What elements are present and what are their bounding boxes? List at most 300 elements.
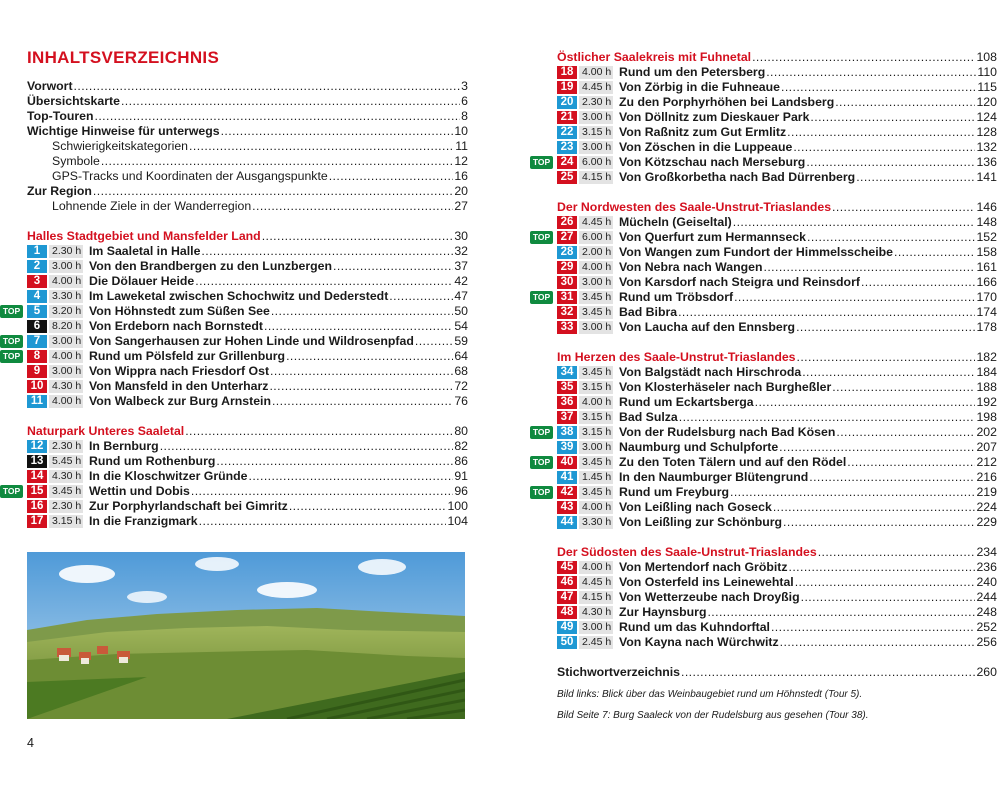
tour-entry[interactable] <box>27 514 468 529</box>
leader-dots <box>832 380 975 395</box>
tour-entry[interactable] <box>557 80 997 95</box>
tour-number-badge: 46 <box>557 576 577 589</box>
tour-page: 32 <box>454 244 468 258</box>
tour-entry[interactable] <box>27 274 468 289</box>
tour-title: Rund um Tröbsdorf <box>619 290 734 304</box>
tour-title: Von Laucha auf den Ennsberg <box>619 320 796 334</box>
tour-page: 72 <box>454 379 468 393</box>
leader-dots <box>272 394 453 409</box>
tour-number-badge: 11 <box>27 395 47 408</box>
leader-dots <box>679 410 976 425</box>
tour-number-badge: 24 <box>557 156 577 169</box>
tour-page: 184 <box>976 365 997 379</box>
tour-page: 136 <box>976 155 997 169</box>
tour-duration: 5.45 h <box>49 455 83 468</box>
tour-entry[interactable] <box>557 575 997 590</box>
entry-page: 27 <box>454 199 468 213</box>
tour-number-badge: 31 <box>557 291 577 304</box>
tour-number-badge: 32 <box>557 306 577 319</box>
tour-page: 100 <box>447 499 468 513</box>
front-matter-entry[interactable] <box>27 124 468 139</box>
leader-dots <box>894 245 975 260</box>
tour-duration: 1.45 h <box>579 471 613 484</box>
tour-title: In die Kloschwitzer Gründe <box>89 469 248 483</box>
tour-entry[interactable] <box>557 245 997 260</box>
entry-page: 10 <box>454 124 468 138</box>
tour-duration: 4.30 h <box>49 380 83 393</box>
tour-title: In die Franzigmark <box>89 514 198 528</box>
tour-entry[interactable] <box>557 410 997 425</box>
tour-title: Zu den Toten Tälern und auf den Rödel <box>619 455 847 469</box>
entry-page: 11 <box>455 139 468 153</box>
tour-page: 115 <box>977 80 997 94</box>
leader-dots <box>802 365 975 380</box>
entry-label: Naturpark Unteres Saaletal <box>27 424 185 438</box>
tour-number-badge: 34 <box>557 366 577 379</box>
tour-duration: 3.00 h <box>49 335 83 348</box>
entry-label: Vorwort <box>27 79 73 93</box>
tour-page: 248 <box>976 605 997 619</box>
tour-number-badge: 37 <box>557 411 577 424</box>
tour-entry[interactable] <box>557 440 997 455</box>
leader-dots <box>201 244 453 259</box>
entry-page: 234 <box>976 545 997 559</box>
entry-label: Der Nordwesten des Saale-Unstrut-Triaslandes <box>557 200 832 214</box>
leader-dots <box>195 274 453 289</box>
tour-duration: 3.30 h <box>49 290 83 303</box>
leader-dots <box>733 215 976 230</box>
tour-number-badge: 17 <box>27 515 47 528</box>
tour-duration: 3.15 h <box>579 381 613 394</box>
tour-title: Rund um das Kuhndorftal <box>619 620 770 634</box>
leader-dots <box>191 484 453 499</box>
tour-page: 128 <box>976 125 997 139</box>
tour-duration: 2.30 h <box>49 440 83 453</box>
tour-entry[interactable] <box>557 635 997 650</box>
tour-number-badge: 35 <box>557 381 577 394</box>
tour-number-badge: 48 <box>557 606 577 619</box>
leader-dots <box>832 200 975 215</box>
tour-entry[interactable] <box>557 95 997 110</box>
front-matter-entry[interactable] <box>27 154 468 169</box>
tour-title: In Bernburg <box>89 439 159 453</box>
tour-entry[interactable] <box>557 275 997 290</box>
tour-entry[interactable] <box>557 110 997 125</box>
front-matter-entry[interactable] <box>27 184 468 199</box>
tour-title: Von Döllnitz zum Dieskauer Park <box>619 110 810 124</box>
tour-entry[interactable] <box>557 605 997 620</box>
leader-dots <box>333 259 453 274</box>
tour-duration: 3.00 h <box>579 111 613 124</box>
tour-duration: 8.20 h <box>49 320 83 333</box>
left-column <box>2 79 468 529</box>
leader-dots <box>781 80 976 95</box>
leader-dots <box>264 319 453 334</box>
tour-entry[interactable] <box>557 560 997 575</box>
tour-duration: 3.15 h <box>579 411 613 424</box>
tour-duration: 4.00 h <box>579 396 613 409</box>
tour-number-badge: 1 <box>27 245 47 258</box>
front-matter-list <box>27 79 468 214</box>
entry-page: 182 <box>976 350 997 364</box>
tour-duration: 3.00 h <box>579 141 613 154</box>
tour-title: Rund um Rothenburg <box>89 454 216 468</box>
tour-entry[interactable] <box>532 230 997 245</box>
tour-entry[interactable] <box>27 394 468 409</box>
tour-number-badge: 29 <box>557 261 577 274</box>
section-oestlicher-saalekreis <box>532 50 997 185</box>
top-tour-badge: TOP <box>530 426 553 439</box>
tour-entry[interactable] <box>2 304 468 319</box>
top-tour-badge: TOP <box>0 350 23 363</box>
tour-title: Von Wetterzeube nach Droyßig <box>619 590 800 604</box>
section-heading[interactable] <box>557 50 997 65</box>
tour-duration: 2.30 h <box>49 245 83 258</box>
tour-page: 202 <box>976 425 997 439</box>
tour-number-badge: 45 <box>557 561 577 574</box>
section-nordwesten <box>532 200 997 335</box>
leader-dots <box>752 50 975 65</box>
tour-duration: 3.45 h <box>579 306 613 319</box>
leader-dots <box>734 290 975 305</box>
tour-entry[interactable] <box>2 484 468 499</box>
leader-dots <box>160 439 454 454</box>
tour-title: Von Mansfeld in den Unterharz <box>89 379 269 393</box>
tour-duration: 4.45 h <box>579 81 613 94</box>
tour-title: Rund um Freyburg <box>619 485 729 499</box>
tour-duration: 4.45 h <box>579 576 613 589</box>
page-number-left: 4 <box>27 736 34 750</box>
tour-number-badge: 25 <box>557 171 577 184</box>
tour-title: Zur Porphyrlandschaft bei Gimritz <box>89 499 288 513</box>
tour-duration: 3.45 h <box>579 486 613 499</box>
tour-entry[interactable] <box>557 170 997 185</box>
tour-page: 42 <box>454 274 468 288</box>
tour-entry[interactable] <box>557 590 997 605</box>
tour-page: 47 <box>454 289 468 303</box>
leader-dots <box>801 590 976 605</box>
tour-duration: 4.00 h <box>49 395 83 408</box>
tour-title: Naumburg und Schulpforte <box>619 440 779 454</box>
tour-title: Von Wippra nach Friesdorf Ost <box>89 364 270 378</box>
tour-page: 148 <box>976 215 997 229</box>
tour-entry[interactable] <box>2 334 468 349</box>
leader-dots <box>74 79 461 94</box>
section-halle <box>2 229 468 409</box>
tour-title: Rund um den Petersberg <box>619 65 766 79</box>
tour-title: Von Kayna nach Würchwitz <box>619 635 779 649</box>
leader-dots <box>766 65 976 80</box>
entry-page: 12 <box>454 154 468 168</box>
tour-number-badge: 7 <box>27 335 47 348</box>
tour-page: 166 <box>976 275 997 289</box>
tour-title: Von Walbeck zur Burg Arnstein <box>89 394 271 408</box>
section-heading[interactable] <box>557 545 997 560</box>
tour-title: Von Klosterhäseler nach Burgheßler <box>619 380 832 394</box>
tour-number-badge: 19 <box>557 81 577 94</box>
tour-page: 216 <box>976 470 997 484</box>
tour-title: Zu den Porphyrhöhen bei Landsberg <box>619 95 835 109</box>
tour-entry[interactable] <box>557 125 997 140</box>
tour-number-badge: 20 <box>557 96 577 109</box>
vineyard-photo <box>27 552 465 719</box>
leader-dots <box>793 140 975 155</box>
top-tour-badge: TOP <box>530 291 553 304</box>
leader-dots <box>835 95 975 110</box>
tour-page: 68 <box>454 364 468 378</box>
tour-entry[interactable] <box>557 380 997 395</box>
leader-dots <box>678 305 975 320</box>
tour-entry[interactable] <box>532 290 997 305</box>
tour-duration: 4.00 h <box>579 261 613 274</box>
leader-dots <box>252 199 453 214</box>
section-heading[interactable] <box>27 229 468 244</box>
tour-number-badge: 30 <box>557 276 577 289</box>
tour-entry[interactable] <box>557 470 997 485</box>
tour-title: Von Kötzschau nach Merseburg <box>619 155 806 169</box>
leader-dots <box>730 485 975 500</box>
tour-title: Von Osterfeld ins Leinewehtal <box>619 575 794 589</box>
tour-page: 96 <box>454 484 468 498</box>
tour-duration: 6.00 h <box>579 231 613 244</box>
section-heading[interactable] <box>557 200 997 215</box>
tour-duration: 3.45 h <box>579 456 613 469</box>
tour-entry[interactable] <box>557 395 997 410</box>
leader-dots <box>780 635 976 650</box>
front-matter-entry[interactable] <box>27 79 468 94</box>
tour-page: 170 <box>976 290 997 304</box>
top-tour-badge: TOP <box>530 156 553 169</box>
front-matter-entry[interactable] <box>27 109 468 124</box>
tour-page: 244 <box>976 590 997 604</box>
tour-number-badge: 49 <box>557 621 577 634</box>
tour-page: 174 <box>976 305 997 319</box>
tour-duration: 3.45 h <box>579 291 613 304</box>
entry-page: 80 <box>454 424 468 438</box>
tour-entry[interactable] <box>27 454 468 469</box>
leader-dots <box>389 289 453 304</box>
front-matter-entry[interactable] <box>27 139 468 154</box>
tour-title: Von Raßnitz zum Gut Ermlitz <box>619 125 787 139</box>
tour-title: Von Karsdorf nach Steigra und Reinsdorf <box>619 275 860 289</box>
leader-dots <box>797 350 976 365</box>
tour-duration: 2.00 h <box>579 246 613 259</box>
top-tour-badge: TOP <box>530 486 553 499</box>
tour-title: Bad Sulza <box>619 410 678 424</box>
tour-number-badge: 39 <box>557 441 577 454</box>
tour-number-badge: 43 <box>557 501 577 514</box>
section-suedosten <box>557 545 997 650</box>
tour-duration: 3.00 h <box>579 276 613 289</box>
tour-page: 54 <box>454 319 468 333</box>
tour-page: 86 <box>454 454 468 468</box>
tour-entry[interactable] <box>557 140 997 155</box>
top-tour-badge: TOP <box>530 456 553 469</box>
leader-dots <box>216 454 453 469</box>
tour-duration: 3.45 h <box>579 366 613 379</box>
tour-number-badge: 47 <box>557 591 577 604</box>
tour-page: 224 <box>976 500 997 514</box>
tour-title: Von Leißling nach Goseck <box>619 500 772 514</box>
tour-entry[interactable] <box>557 500 997 515</box>
tour-page: 240 <box>976 575 997 589</box>
leader-dots <box>262 229 454 244</box>
tour-entry[interactable] <box>27 499 468 514</box>
leader-dots <box>269 379 453 394</box>
leader-dots <box>93 184 453 199</box>
tour-entry[interactable] <box>532 485 997 500</box>
leader-dots <box>199 514 447 529</box>
section-heading[interactable] <box>27 424 468 439</box>
tour-entry[interactable] <box>557 305 997 320</box>
leader-dots <box>795 575 976 590</box>
front-matter-entry[interactable] <box>27 199 468 214</box>
tour-entry[interactable] <box>27 289 468 304</box>
tour-number-badge: 8 <box>27 350 47 363</box>
entry-page: 20 <box>454 184 468 198</box>
leader-dots <box>796 320 975 335</box>
leader-dots <box>836 425 975 440</box>
tour-title: Von Höhnstedt zum Süßen See <box>89 304 270 318</box>
tour-entry[interactable] <box>27 244 468 259</box>
tour-entry[interactable] <box>557 260 997 275</box>
tour-title: Von der Rudelsburg nach Bad Kösen <box>619 425 836 439</box>
tour-duration: 4.00 h <box>49 350 83 363</box>
tour-duration: 4.15 h <box>579 171 613 184</box>
tour-title: Rund um Pölsfeld zur Grillenburg <box>89 349 286 363</box>
tour-number-badge: 13 <box>27 455 47 468</box>
tour-entry[interactable] <box>27 379 468 394</box>
leader-dots <box>707 605 975 620</box>
tour-entry[interactable] <box>27 259 468 274</box>
tour-duration: 3.45 h <box>49 485 83 498</box>
entry-page: 6 <box>461 94 468 108</box>
tour-page: 64 <box>454 349 468 363</box>
toc-title: INHALTSVERZEICHNIS <box>27 48 220 67</box>
tour-duration: 3.15 h <box>49 515 83 528</box>
tour-title: Von Zörbig in die Fuhneaue <box>619 80 780 94</box>
leader-dots <box>818 545 976 560</box>
leader-dots <box>856 170 975 185</box>
leader-dots <box>789 560 976 575</box>
entry-page: 146 <box>976 200 997 214</box>
tour-number-badge: 4 <box>27 290 47 303</box>
tour-title: Im Saaletal in Halle <box>89 244 201 258</box>
tour-title: Von Mertendorf nach Gröbitz <box>619 560 788 574</box>
tour-page: 198 <box>976 410 997 424</box>
tour-page: 212 <box>976 455 997 469</box>
tour-duration: 3.00 h <box>579 441 613 454</box>
leader-dots <box>271 304 453 319</box>
tour-page: 178 <box>976 320 997 334</box>
tour-entry[interactable] <box>557 320 997 335</box>
tour-entry[interactable] <box>557 65 997 80</box>
tour-title: Von Sangerhausen zur Hohen Linde und Wildrosenpfad <box>89 334 414 348</box>
tour-duration: 3.00 h <box>49 365 83 378</box>
leader-dots <box>329 169 454 184</box>
tour-number-badge: 26 <box>557 216 577 229</box>
leader-dots <box>779 440 975 455</box>
tour-entry[interactable] <box>532 455 997 470</box>
tour-page: 59 <box>454 334 468 348</box>
entry-label: Der Südosten des Saale-Unstrut-Triaslandes <box>557 545 817 559</box>
tour-number-badge: 27 <box>557 231 577 244</box>
leader-dots <box>755 395 976 410</box>
tour-entry[interactable] <box>557 365 997 380</box>
leader-dots <box>415 334 453 349</box>
tour-entry[interactable] <box>27 439 468 454</box>
top-tour-badge: TOP <box>0 305 23 318</box>
tour-duration: 4.00 h <box>579 501 613 514</box>
entry-label: Im Herzen des Saale-Unstrut-Triaslandes <box>557 350 796 364</box>
tour-duration: 4.15 h <box>579 591 613 604</box>
tour-entry[interactable] <box>532 425 997 440</box>
tour-page: 158 <box>976 245 997 259</box>
tour-entry[interactable] <box>2 349 468 364</box>
tour-page: 252 <box>976 620 997 634</box>
entry-page: 8 <box>461 109 468 123</box>
entry-label: Symbole <box>52 154 100 168</box>
tour-page: 219 <box>976 485 997 499</box>
tour-page: 124 <box>976 110 997 124</box>
tour-number-badge: 18 <box>557 66 577 79</box>
leader-dots <box>185 424 453 439</box>
tour-page: 229 <box>976 515 997 529</box>
tour-number-badge: 16 <box>27 500 47 513</box>
tour-duration: 2.30 h <box>49 500 83 513</box>
tour-title: Bad Bibra <box>619 305 678 319</box>
front-matter-entry[interactable] <box>27 94 468 109</box>
tour-duration: 3.20 h <box>49 305 83 318</box>
index-entry[interactable]: Stichwortverzeichnis . . . 260 <box>557 665 997 680</box>
tour-number-badge: 3 <box>27 275 47 288</box>
leader-dots <box>249 469 454 484</box>
tour-number-badge: 21 <box>557 111 577 124</box>
front-matter-entry[interactable] <box>27 169 468 184</box>
tour-duration: 3.15 h <box>579 426 613 439</box>
top-tour-badge: TOP <box>0 485 23 498</box>
tour-entry[interactable] <box>557 620 997 635</box>
tour-entry[interactable] <box>27 469 468 484</box>
tour-number-badge: 36 <box>557 396 577 409</box>
entry-label: Schwierigkeitskategorien <box>52 139 189 153</box>
section-unteres-saaletal <box>2 424 468 529</box>
tour-entry[interactable] <box>532 155 997 170</box>
leader-dots <box>847 455 975 470</box>
tour-number-badge: 23 <box>557 141 577 154</box>
entry-label: Östlicher Saalekreis mit Fuhnetal <box>557 50 752 64</box>
tour-entry[interactable] <box>557 215 997 230</box>
tour-title: Von Querfurt zum Hermannseck <box>619 230 806 244</box>
tour-entry[interactable] <box>557 515 997 530</box>
tour-page: 76 <box>454 394 468 408</box>
tour-title: Von Wangen zum Fundort der Himmelsscheibe <box>619 245 893 259</box>
tour-title: Von Leißling zur Schönburg <box>619 515 783 529</box>
tour-title: Die Dölauer Heide <box>89 274 195 288</box>
tour-duration: 3.15 h <box>579 126 613 139</box>
tour-page: 132 <box>976 140 997 154</box>
tour-title: Von Balgstädt nach Hirschroda <box>619 365 802 379</box>
tour-entry[interactable] <box>27 364 468 379</box>
top-tour-badge: TOP <box>530 231 553 244</box>
right-column <box>532 50 997 680</box>
tour-title: Von Nebra nach Wangen <box>619 260 763 274</box>
section-heading[interactable] <box>557 350 997 365</box>
leader-dots <box>121 94 460 109</box>
tour-page: 37 <box>454 259 468 273</box>
tour-number-badge: 14 <box>27 470 47 483</box>
tour-entry[interactable] <box>27 319 468 334</box>
